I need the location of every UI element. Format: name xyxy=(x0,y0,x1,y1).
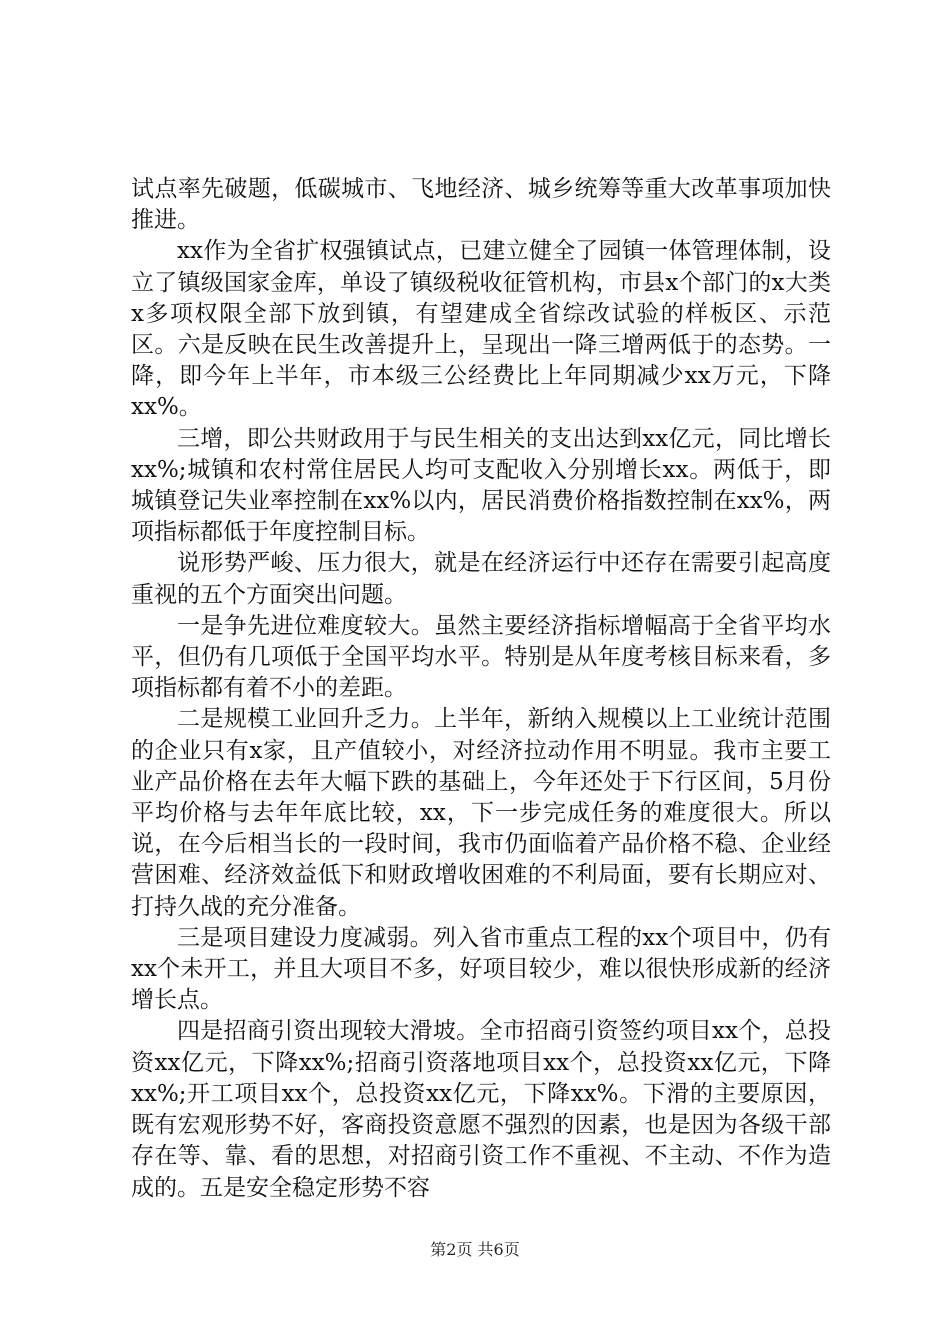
document-body xyxy=(131,174,831,1204)
paragraph-3: 三增，即公共财政用于与民生相关的支出达到xx亿元，同比增长xx%;城镇和农村常住居民人均可支配收入分别增长xx。两低于，即城镇登记失业率控制在xx%以内，居民消费价格指数控制在xx%，两项指标都低于年度控制目标。 xyxy=(131,425,832,546)
paragraph-4: 说形势严峻、压力很大，就是在经济运行中还存在需要引起高度重视的五个方面突出问题。 xyxy=(131,550,831,608)
paragraph-6: 二是规模工业回升乏力。上半年，新纳入规模以上工业统计范围的企业只有x家，且产值较小，对经济拉动作用不明显。我市主要工业产品价格在去年大幅下跌的基础上，今年还处于下行区间，5月份平均价格与去年年底比较，xx，下一步完成任务的难度很大。所以说，在今后相当长的一段时间，我市仍面临着产品价格不稳、企业经营困难、经济效益低下和财政增收困难的不利局面，要有长期应对、打持久战的充分准备。 xyxy=(131,706,831,920)
paragraph-8: 四是招商引资出现较大滑坡。全市招商引资签约项目xx个，总投资xx亿元，下降xx%;招商引资落地项目xx个，总投资xx亿元，下降xx%;开工项目xx个，总投资xx亿元，下降xx%。下滑的主要原因，既有宏观形势不好，客商投资意愿不强烈的因素，也是因为各级干部存在等、靠、看的思想，对招商引资工作不重视、不主动、不作为造成的。五是安全稳定形势不容 xyxy=(131,1018,831,1201)
paragraph-7: 三是项目建设力度减弱。列入省市重点工程的xx个项目中，仍有xx个未开工，并且大项目不多，好项目较少，难以很快形成新的经济增长点。 xyxy=(131,924,831,1014)
paragraph-5: 一是争先进位难度较大。虽然主要经济指标增幅高于全省平均水平，但仍有几项低于全国平均水平。特别是从年度考核目标来看，多项指标都有着不小的差距。 xyxy=(131,612,831,702)
paragraph-1: 试点率先破题，低碳城市、飞地经济、城乡统筹等重大改革事项加快推进。 xyxy=(131,176,831,234)
page-number-footer: 第2页 共6页 xyxy=(430,1240,520,1259)
paragraph-2: xx作为全省扩权强镇试点，已建立健全了园镇一体管理体制，设立了镇级国家金库，单设了镇级税收征管机构，市县x个部门的x大类x多项权限全部下放到镇，有望建成全省综改试验的样板区、示范区。六是反映在民生改善提升上，呈现出一降三增两低于的态势。一降，即今年上半年，市本级三公经费比上年同期减少xx万元，下降xx%。 xyxy=(131,238,831,421)
